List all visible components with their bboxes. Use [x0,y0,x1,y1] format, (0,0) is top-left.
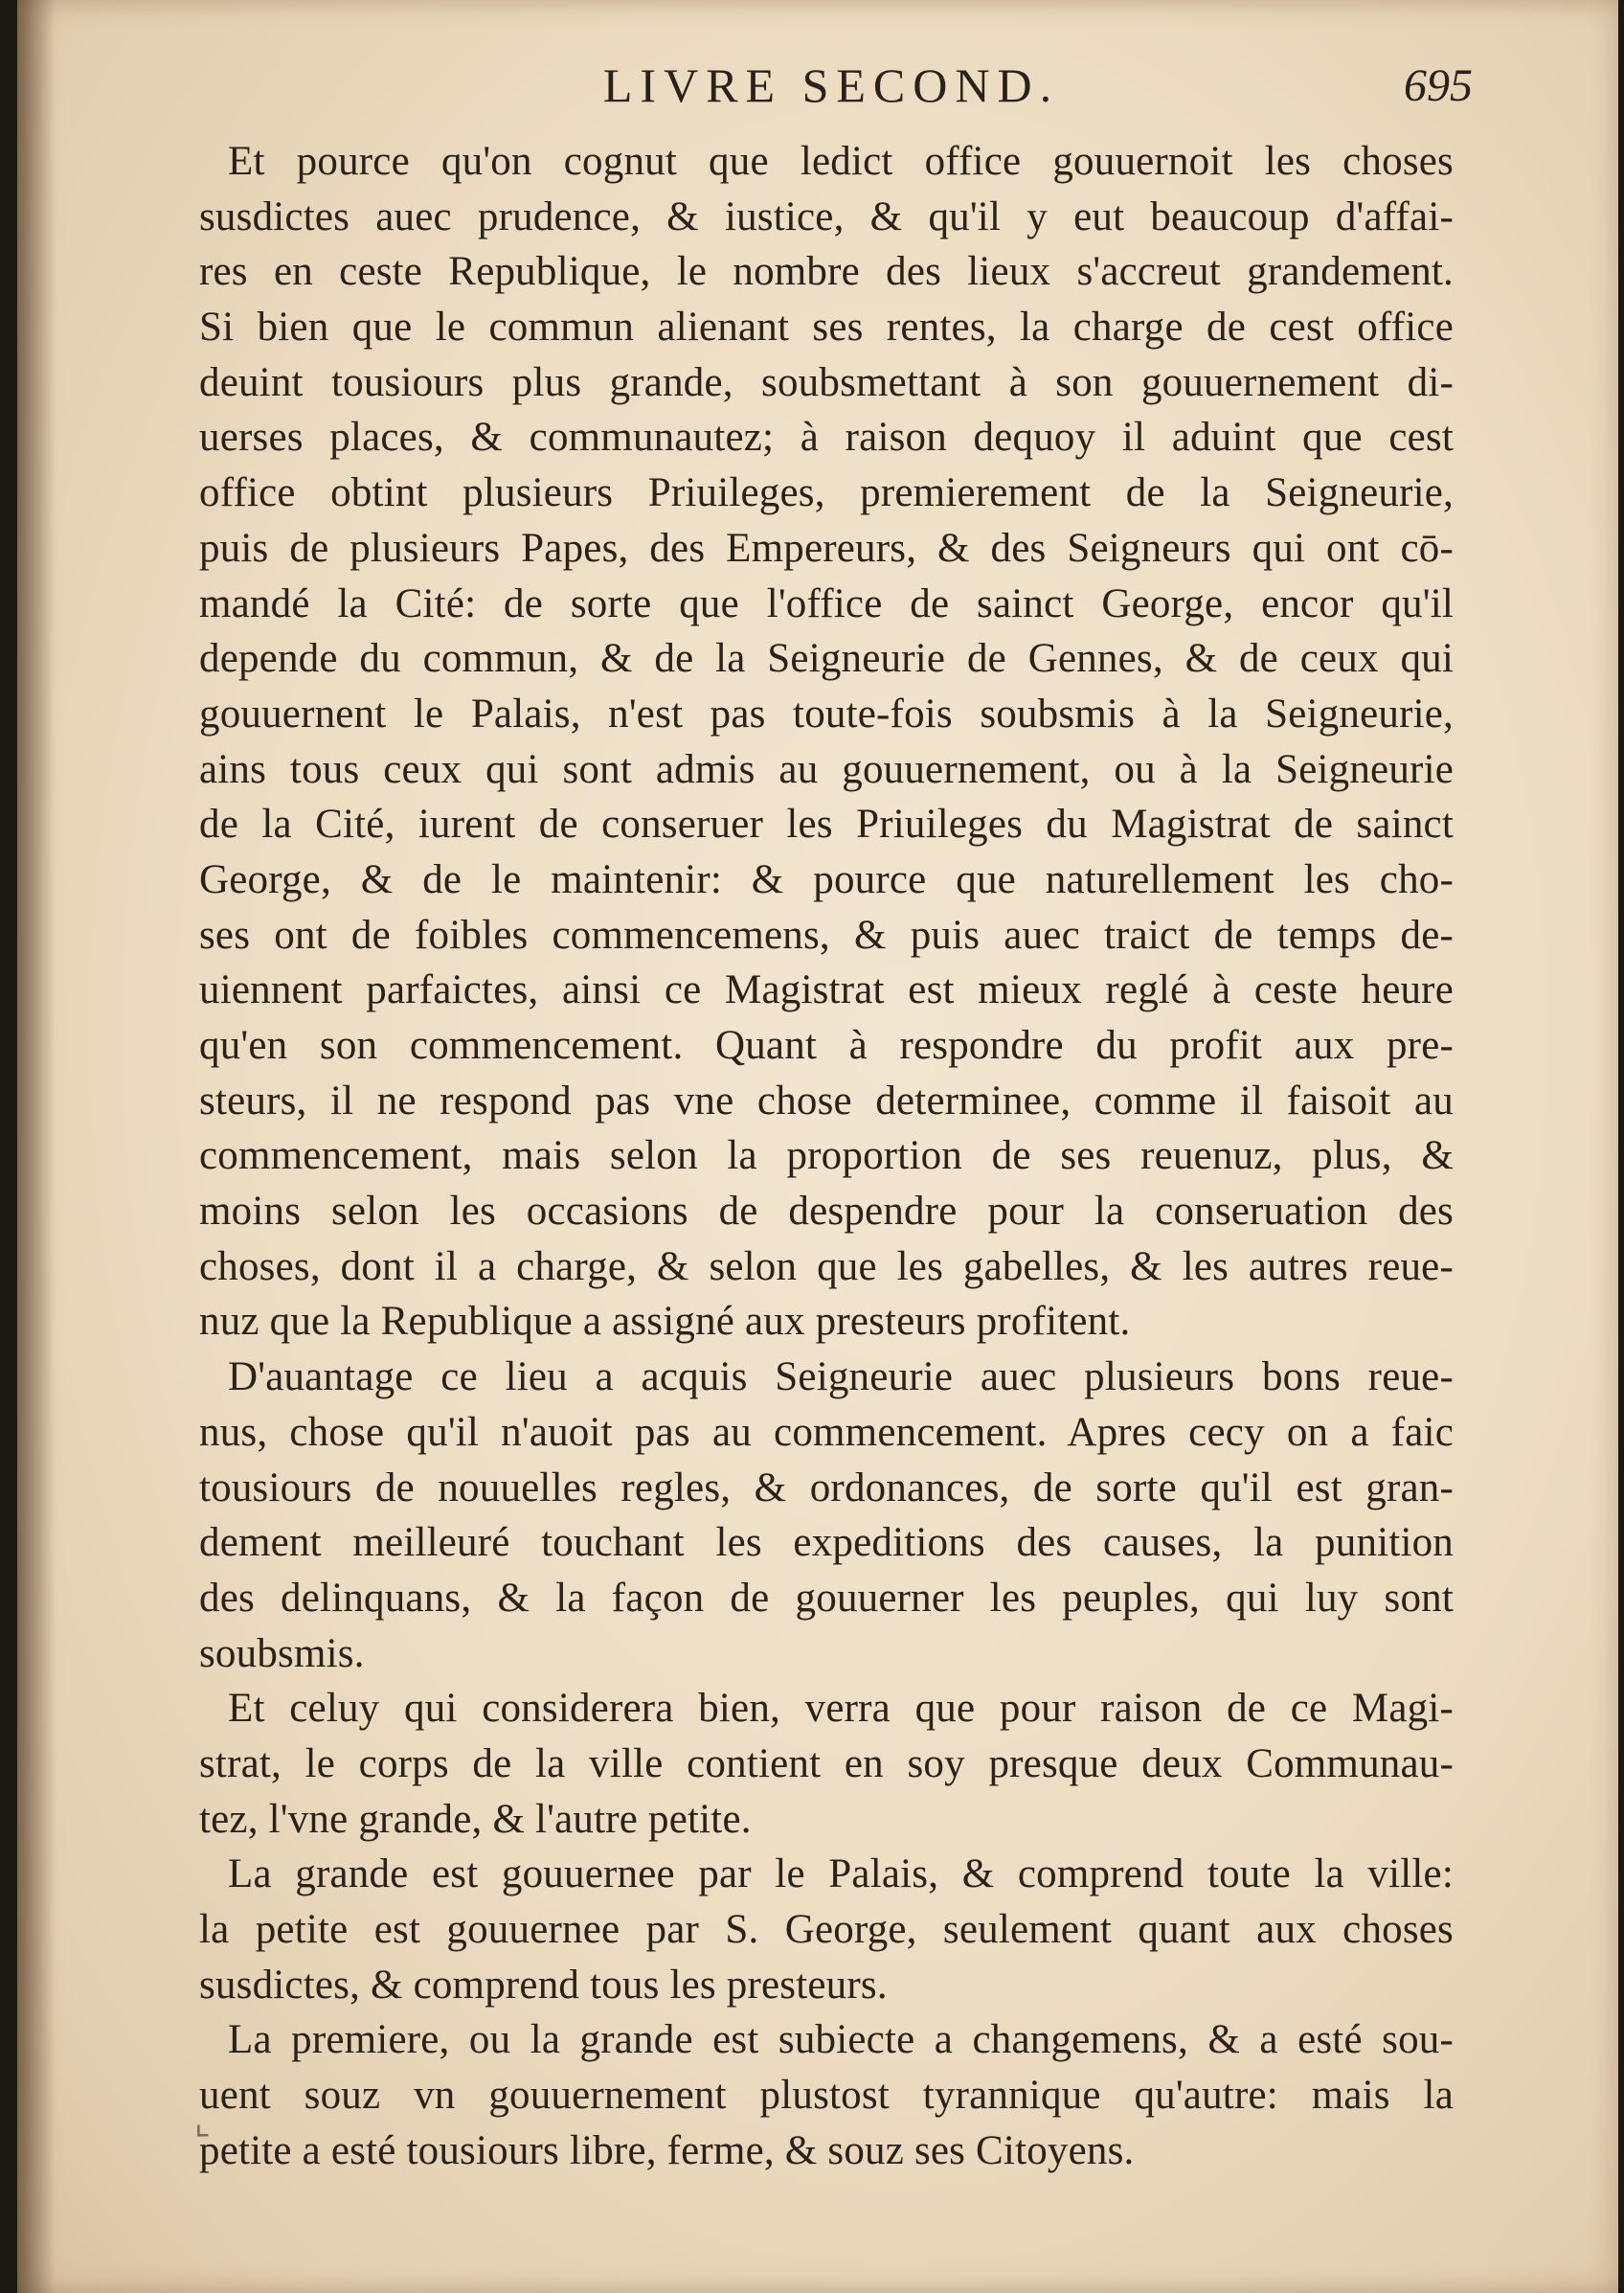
text-line: tousiours de nouuelles regles, & ordonances, de sorte qu'il est gran- [199,1464,1454,1510]
text-line: susdictes, & comprend tous les presteurs. [199,1962,888,2008]
text-line: des delinquans, & la façon de gouuerner les peuples, qui luy sont [199,1575,1454,1621]
text-line: dement meilleuré touchant les expeditions des causes, la punition [199,1520,1454,1566]
text-line: qu'en son commencement. Quant à respondre du profit aux pre- [199,1023,1454,1068]
paragraph-2 [199,1350,1454,1681]
page-header [190,57,1473,125]
text-line: strat, le corps de la ville contient en soy presque deux Communau- [199,1740,1454,1786]
page-number: 695 [1404,60,1473,111]
text-line: La grande est gouuernee par le Palais, & comprend toute la ville: [228,1851,1454,1897]
spine-shadow [17,0,56,2293]
text-line: petite a esté tousiours libre, ferme, & souz ses Citoyens. [199,2127,1135,2173]
paragraph-1 [199,134,1454,1350]
text-line: depende du commun, & de la Seigneurie de Gennes, & de ceux qui [199,636,1454,682]
text-line: susdictes auec prudence, & iustice, & qu'il y eut beaucoup d'affai- [199,193,1454,239]
paragraph-4 [199,1847,1454,2012]
text-line: uiennent parfaictes, ainsi ce Magistrat est mieux reglé à ceste heure [199,967,1454,1013]
text-line: uent souz vn gouuernement plustost tyrannique qu'autre: mais la [199,2073,1454,2119]
text-line: mandé la Cité: de sorte que l'office de sainct George, encor qu'il [199,580,1454,626]
body-text [199,134,1454,2178]
text-line: office obtint plusieurs Priuileges, premierement de la Seigneurie, [199,470,1454,516]
text-line: ses ont de foibles commencemens, & puis auec traict de temps de- [199,912,1454,958]
text-line: Et pource qu'on cognut que ledict office gouuernoit les choses [228,139,1454,184]
text-line: commencement, mais selon la proportion de ses reuenuz, plus, & [199,1133,1454,1179]
text-line: La premiere, ou la grande est subiecte a changemens, & a esté sou- [228,2017,1454,2063]
text-line: George, & de le maintenir: & pource que naturellement les cho- [199,856,1454,902]
running-title: LIVRE SECOND. [602,58,1060,112]
text-line: choses, dont il a charge, & selon que les gabelles, & les autres reue- [199,1243,1454,1289]
text-line: steurs, il ne respond pas vne chose determinee, comme il faisoit au [199,1078,1454,1124]
paragraph-3 [199,1681,1454,1847]
text-line: soubsmis. [199,1630,365,1676]
book-page [17,0,1618,2293]
text-line: de la Cité, iurent de conseruer les Priuileges du Magistrat de sainct [199,802,1454,848]
text-line: ains tous ceux qui sont admis au gouuernement, ou à la Seigneurie [199,746,1454,792]
text-line: puis de plusieurs Papes, des Empereurs, & des Seigneurs qui ont cō- [199,525,1454,571]
text-line: nuz que la Republique a assigné aux presteurs profitent. [199,1299,1131,1345]
text-line: Et celuy qui considerera bien, verra que pour raison de ce Magi- [228,1686,1454,1732]
text-line: res en ceste Republique, le nombre des lieux s'accreut grandement. [199,249,1454,295]
text-line: deuint tousiours plus grande, soubsmettant à son gouuernement di- [199,359,1454,405]
text-line: gouuernent le Palais, n'est pas toute-fois soubsmis à la Seigneurie, [199,691,1454,737]
text-line: nus, chose qu'il n'auoit pas au commencement. Apres cecy on a faic [199,1409,1454,1455]
text-line: moins selon les occasions de despendre pour la conseruation des [199,1189,1454,1235]
text-line: Si bien que le commun alienant ses rentes, la charge de cest office [199,305,1454,351]
text-line: uerses places, & communautez; à raison dequoy il aduint que cest [199,415,1454,461]
foot-mark-glyph: ⌞ [194,2103,211,2142]
text-line: D'auantage ce lieu a acquis Seigneurie auec plusieurs bons reue- [228,1354,1454,1400]
text-line: tez, l'vne grande, & l'autre petite. [199,1796,752,1842]
paragraph-5 [199,2012,1454,2178]
text-line: la petite est gouuernee par S. George, seulement quant aux choses [199,1907,1454,1952]
